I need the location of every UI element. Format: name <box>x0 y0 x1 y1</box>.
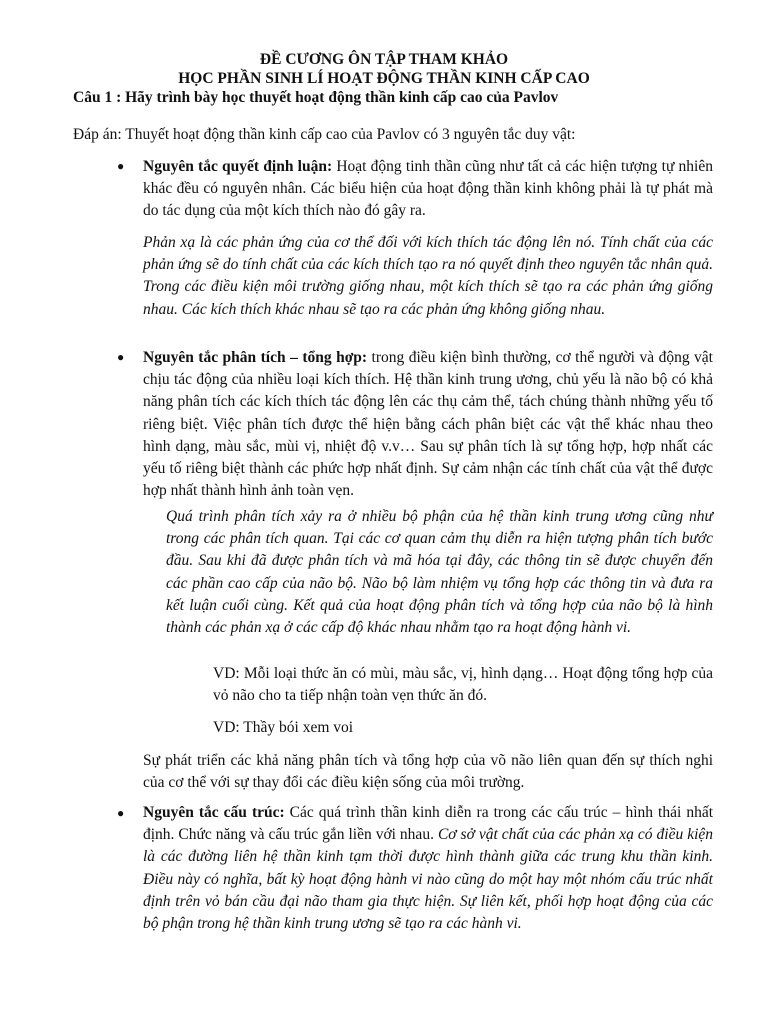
bullet-icon: ● <box>117 159 125 173</box>
principle-analysis-text: trong điều kiện bình thường, cơ thể người và động vật chịu tác động của nhiều loại kích thích. Hệ thần kinh trung ương, chủ yếu là não bộ có khả năng phân tích các kích thích tác động lên các thụ cảm thể, tách chúng thành những yếu tố riêng biệt. Việc phân tích được thể hiện bằng cách phân biệt các vật thể khác nhau theo hình dạng, màu sắc, mùi vị, nhiệt độ v.v… Sau sự phân tích là sự tổng hợp, hợp nhất các yếu tố riêng biệt thành các phức hợp nhất định. Sự cảm nhận các tính chất của vật thể được hợp nhất thành hình ảnh toàn vẹn. <box>143 349 713 500</box>
question-heading: Câu 1 : Hãy trình bày học thuyết hoạt động thần kinh cấp cao của Pavlov <box>73 89 559 106</box>
principle-structure <box>143 802 713 935</box>
principle-analysis-heading: Nguyên tắc phân tích – tổng hợp: <box>143 349 368 366</box>
example-elephant: VD: Thầy bói xem voi <box>213 719 354 736</box>
bullet-icon: ● <box>117 350 125 364</box>
principle-structure-text: Các quá trình thần kinh diễn ra trong các cấu trúc – hình thái nhất định. Chức năng và cấu trúc gắn liền với nhau. <box>143 804 714 844</box>
answer-intro: Đáp án: Thuyết hoạt động thần kinh cấp cao của Pavlov có 3 nguyên tắc duy vật: <box>73 126 576 143</box>
principle-structure-heading: Nguyên tắc cấu trúc: <box>143 804 285 821</box>
principle-analysis-synthesis <box>143 347 713 502</box>
principle-analysis-note: Quá trình phân tích xảy ra ở nhiều bộ phận của hệ thần kinh trung ương cũng như trong các phân tích quan. Tại các cơ quan cảm thụ diễn ra hiện tượng phân tích bước đầu. Sau khi đã được phân tích và mã hóa tại đây, các thông tin sẽ được chuyển đến các phần cao cấp của não bộ. Não bộ làm nhiệm vụ tổng hợp các thông tin và đưa ra kết luận cuối cùng. Kết quả của hoạt động phân tích và tổng hợp của não bộ là hình thành các phản xạ ở các cấp độ khác nhau nhằm tạo ra hoạt động hành vi. <box>166 508 713 637</box>
principle-determinism <box>143 156 713 223</box>
principle-determinism-text: Hoạt động tinh thần cũng như tất cả các hiện tượng tự nhiên khác đều có nguyên nhân. Các biểu hiện của hoạt động thần kinh không phải là tự phát mà do tác dụng của một kích thích nào đó gây ra. <box>143 158 713 220</box>
principle-determinism-heading: Nguyên tắc quyết định luận: <box>143 158 333 175</box>
principle-structure-note: Cơ sở vật chất của các phản xạ có điều kiện là các đường liên hệ thần kinh tạm thời được hình thành giữa các trung khu thần kinh. Điều này có nghĩa, bất kỳ hoạt động hành vi nào cũng do một hay một nhóm cấu trúc nhất định trên vỏ bán cầu đại não tham gia thực hiện. Sự liên kết, phối hợp hoạt động của các bộ phận trong hệ thần kinh trung ương sẽ tạo ra các hành vi. <box>143 826 714 933</box>
document-title-line-2: HỌC PHẦN SINH LÍ HOẠT ĐỘNG THẦN KINH CẤP CAO <box>178 70 590 87</box>
principle-analysis-conclusion: Sự phát triển các khả năng phân tích và tổng hợp của võ não liên quan đến sự thích nghi của cơ thể với sự thay đổi các điều kiện sống của môi trường. <box>143 752 713 792</box>
example-food: VD: Mỗi loại thức ăn có mùi, màu sắc, vị, hình dạng… Hoạt động tổng hợp của vỏ não cho ta tiếp nhận toàn vẹn thức ăn đó. <box>213 665 713 705</box>
principle-determinism-note: Phản xạ là các phản ứng của cơ thể đối với kích thích tác động lên nó. Tính chất của các phản ứng sẽ do tính chất của các kích thích tạo ra nó quyết định theo nguyên tắc nhân quả. Trong các điều kiện môi trường giống nhau, một kích thích sẽ tạo ra các phản ứng giống nhau. Các kích thích khác nhau sẽ tạo ra các phản ứng không giống nhau. <box>143 234 713 318</box>
bullet-icon: ● <box>117 806 125 820</box>
document-title-line-1: ĐỀ CƯƠNG ÔN TẬP THAM KHẢO <box>259 51 509 68</box>
